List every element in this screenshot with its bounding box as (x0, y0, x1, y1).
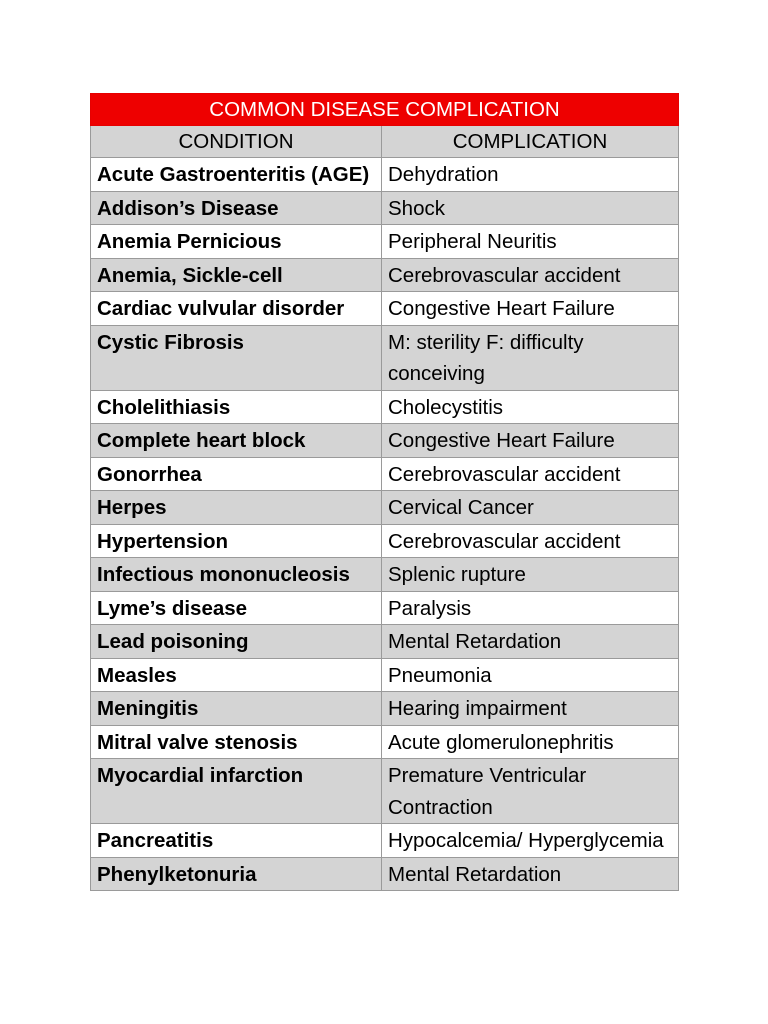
condition-cell: Anemia Pernicious (91, 225, 382, 259)
complication-cell: Cerebrovascular accident (382, 524, 679, 558)
table-row (91, 191, 679, 225)
condition-cell: Cystic Fibrosis (91, 325, 382, 390)
complication-cell: Peripheral Neuritis (382, 225, 679, 259)
table-row (91, 491, 679, 525)
condition-cell: Herpes (91, 491, 382, 525)
condition-cell: Hypertension (91, 524, 382, 558)
condition-cell: Lyme’s disease (91, 591, 382, 625)
condition-cell: Cholelithiasis (91, 390, 382, 424)
header-row (91, 126, 679, 158)
complication-cell: Mental Retardation (382, 625, 679, 659)
table-row (91, 225, 679, 259)
complication-cell: Congestive Heart Failure (382, 292, 679, 326)
complication-cell: Cerebrovascular accident (382, 258, 679, 292)
table-row (91, 258, 679, 292)
complication-cell: Mental Retardation (382, 857, 679, 891)
condition-cell: Infectious mononucleosis (91, 558, 382, 592)
complication-cell: Cerebrovascular accident (382, 457, 679, 491)
table-row (91, 158, 679, 192)
complication-cell: Congestive Heart Failure (382, 424, 679, 458)
complication-cell: Premature Ventricular Contraction (382, 759, 679, 824)
complication-cell: Acute glomerulonephritis (382, 725, 679, 759)
table-row (91, 759, 679, 824)
condition-cell: Complete heart block (91, 424, 382, 458)
table-row (91, 390, 679, 424)
complication-cell: M: sterility F: difficulty conceiving (382, 325, 679, 390)
condition-cell: Measles (91, 658, 382, 692)
table-row (91, 824, 679, 858)
complication-cell: Hypocalcemia/ Hyperglycemia (382, 824, 679, 858)
condition-cell: Phenylketonuria (91, 857, 382, 891)
complication-cell: Cholecystitis (382, 390, 679, 424)
condition-cell: Mitral valve stenosis (91, 725, 382, 759)
table-row (91, 658, 679, 692)
table-row (91, 625, 679, 659)
condition-cell: Pancreatitis (91, 824, 382, 858)
condition-cell: Anemia, Sickle-cell (91, 258, 382, 292)
complication-cell: Dehydration (382, 158, 679, 192)
complication-cell: Cervical Cancer (382, 491, 679, 525)
condition-cell: Acute Gastroenteritis (AGE) (91, 158, 382, 192)
table-row (91, 558, 679, 592)
table-row (91, 725, 679, 759)
column-header-complication: COMPLICATION (382, 126, 679, 158)
table-row (91, 457, 679, 491)
column-header-condition: CONDITION (91, 126, 382, 158)
condition-cell: Myocardial infarction (91, 759, 382, 824)
title-row (91, 94, 679, 126)
complication-cell: Hearing impairment (382, 692, 679, 726)
disease-complication-table (90, 93, 679, 891)
table-row (91, 424, 679, 458)
table-row (91, 692, 679, 726)
condition-cell: Meningitis (91, 692, 382, 726)
table-row (91, 857, 679, 891)
table-row (91, 524, 679, 558)
condition-cell: Cardiac vulvular disorder (91, 292, 382, 326)
condition-cell: Lead poisoning (91, 625, 382, 659)
table-row (91, 325, 679, 390)
complication-cell: Paralysis (382, 591, 679, 625)
table-title: COMMON DISEASE COMPLICATION (91, 94, 679, 126)
complication-cell: Shock (382, 191, 679, 225)
table-row (91, 292, 679, 326)
condition-cell: Gonorrhea (91, 457, 382, 491)
complication-cell: Splenic rupture (382, 558, 679, 592)
table-row (91, 591, 679, 625)
complication-cell: Pneumonia (382, 658, 679, 692)
condition-cell: Addison’s Disease (91, 191, 382, 225)
